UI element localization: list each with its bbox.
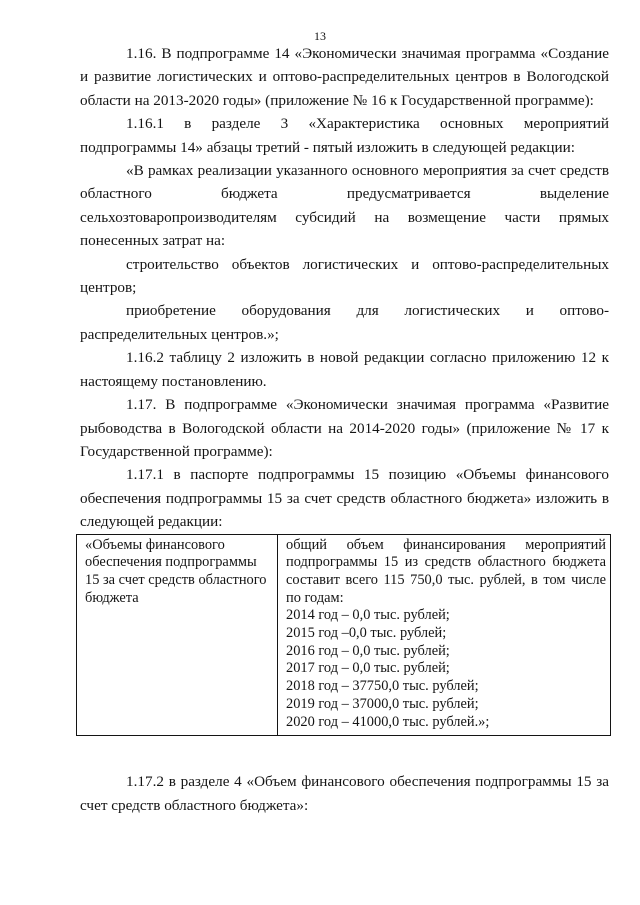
financing-year-line: 2017 год – 0,0 тыс. рублей; — [286, 660, 450, 677]
paragraph: распределительных центров.»; — [80, 325, 279, 343]
paragraphs-before-table — [80, 42, 609, 534]
table-row — [77, 534, 611, 736]
financing-year-line: 2020 год – 41000,0 тыс. рублей.»; — [286, 713, 490, 730]
paragraph: приобретение оборудования для логистических и оптово- — [126, 302, 609, 320]
paragraph: 1.17. В подпрограмме «Экономически значимая программа «Развитие рыбоводства в Вологодской области на 2014-2020 годы» (приложение № 17 к Государственной программе): — [80, 396, 609, 460]
financing-year-line: 2015 год –0,0 тыс. рублей; — [286, 625, 447, 642]
table-cell-position-name: «Объемы финансового обеспечения подпрограммы 15 за счет средств областного бюджета — [77, 534, 278, 736]
passport-table — [76, 534, 611, 737]
paragraph: 1.17.1 в паспорте подпрограммы 15 позицию «Объемы финансового обеспечения подпрограммы 15 за счет средств областного бюджета» изложить в следующей редакции: — [80, 466, 609, 531]
financing-year-line: 2014 год – 0,0 тыс. рублей; — [286, 607, 450, 624]
paragraph: «В рамках реализации указанного основного мероприятия за счет средств областного бюджета предусматривается выделение сельхозтоваропроизводителям субсидий на возмещение части прямых понесенных затрат на: — [80, 162, 609, 250]
paragraphs-after-table — [80, 770, 609, 817]
paragraph: 1.17.2 в разделе 4 «Объем финансового обеспечения подпрограммы 15 за счет средств областного бюджета»: — [80, 773, 609, 814]
page-number: 13 — [314, 29, 326, 43]
paragraph: строительство объектов логистических и оптово-распределительных центров; — [80, 255, 609, 297]
paragraph: 1.16.1 в разделе 3 «Характеристика основных мероприятий подпрограммы 14» абзацы третий - пятый изложить в следующей редакции: — [80, 115, 609, 156]
financing-year-line: 2016 год – 0,0 тыс. рублей; — [286, 642, 450, 659]
financing-total-text: общий объем финансирования мероприятий подпрограммы 15 из средств областного бюджета составит всего 115 750,0 тыс. рублей, в том числе по годам: — [286, 536, 606, 606]
paragraph: 1.16.2 таблицу 2 изложить в новой редакции согласно приложению 12 к настоящему постановлению. — [80, 349, 609, 390]
financing-year-line: 2018 год – 37750,0 тыс. рублей; — [286, 678, 479, 695]
paragraph: 1.16. В подпрограмме 14 «Экономически значимая программа «Создание и развитие логистических и оптово-распределительных центров в Вологодской области на 2013-2020 годы» (приложение № 16 к Государственной программе): — [80, 45, 609, 109]
financing-years-list — [286, 607, 606, 731]
financing-year-line: 2019 год – 37000,0 тыс. рублей; — [286, 695, 479, 712]
document-body — [80, 42, 609, 817]
table-cell-position-value — [278, 534, 611, 736]
